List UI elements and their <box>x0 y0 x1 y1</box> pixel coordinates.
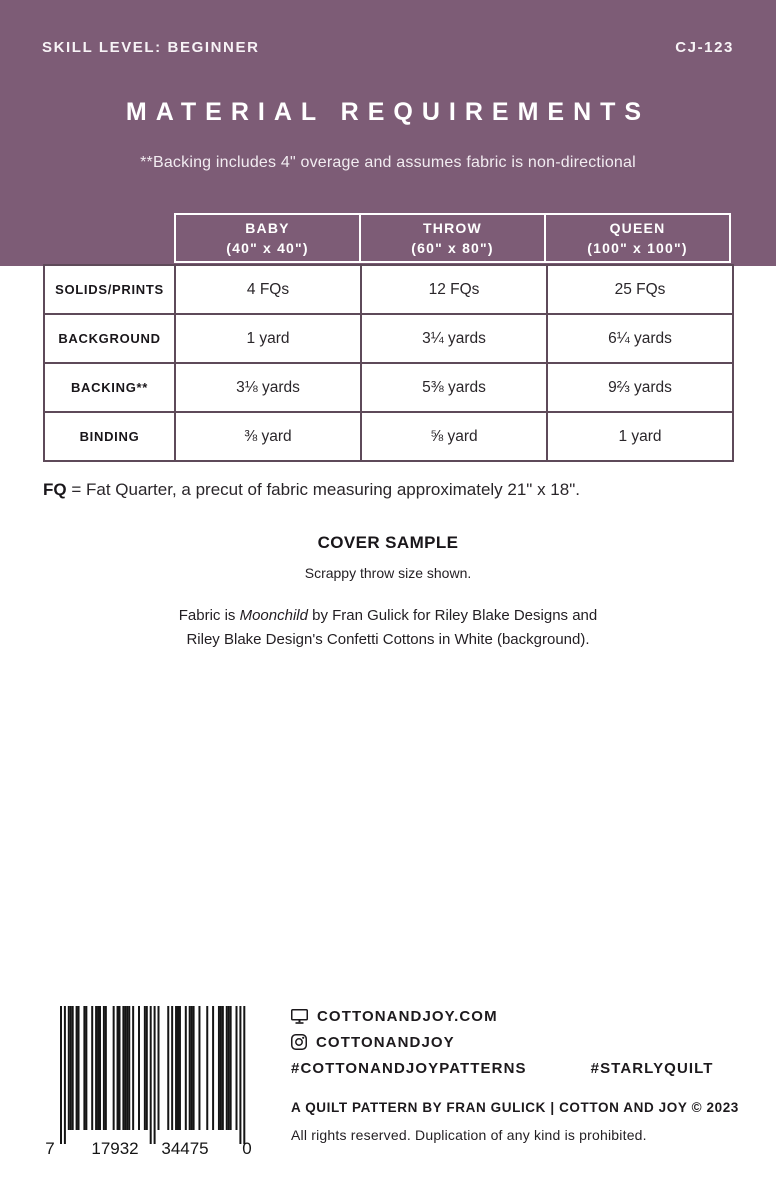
fabric-name: Moonchild <box>239 607 308 624</box>
column-name: QUEEN <box>609 219 666 236</box>
table-cell: ⅝ yard <box>361 412 547 461</box>
materials-table <box>43 264 734 462</box>
fabric-text-line2: Riley Blake Design's Confetti Cottons in White (background). <box>186 631 590 648</box>
barcode-digit-left: 7 <box>45 1139 55 1158</box>
table-cell: 5⅜ yards <box>361 363 547 412</box>
instagram-icon <box>291 1034 307 1050</box>
row-label: SOLIDS/PRINTS <box>44 265 175 314</box>
instagram-handle: COTTONANDJOY <box>316 1033 455 1051</box>
barcode-digits-group1: 17932 <box>91 1139 139 1158</box>
row-label: BINDING <box>44 412 175 461</box>
page-title: MATERIAL REQUIREMENTS <box>125 98 651 126</box>
website-line <box>291 1004 714 1028</box>
pattern-code: CJ-123 <box>675 39 734 56</box>
column-size: (40" x 40") <box>226 240 309 256</box>
contact-block <box>291 1004 714 1080</box>
instagram-line <box>291 1030 714 1054</box>
fq-text: = Fat Quarter, a precut of fabric measuring approximately 21" x 18". <box>66 480 580 499</box>
row-label: BACKGROUND <box>44 314 175 363</box>
table-cell: 25 FQs <box>547 265 733 314</box>
upc-barcode <box>42 1006 254 1158</box>
table-header-throw <box>359 213 546 263</box>
row-label: BACKING** <box>44 363 175 412</box>
column-size: (60" x 80") <box>411 240 494 256</box>
table-cell: 4 FQs <box>175 265 361 314</box>
monitor-icon <box>291 1009 308 1024</box>
skill-level-label: SKILL LEVEL: BEGINNER <box>42 39 260 56</box>
table-header-row <box>174 213 731 263</box>
hashtag-patterns: #COTTONANDJOYPATTERNS <box>291 1059 527 1077</box>
cover-sample-subheading: Scrappy throw size shown. <box>304 565 472 581</box>
rights-notice: All rights reserved. Duplication of any kind is prohibited. <box>291 1127 647 1143</box>
table-cell: 12 FQs <box>361 265 547 314</box>
barcode-bars <box>60 1006 245 1144</box>
pattern-credit: A QUILT PATTERN BY FRAN GULICK | COTTON AND JOY © 2023 <box>291 1100 739 1115</box>
column-name: BABY <box>245 219 290 236</box>
barcode-digits-group2: 34475 <box>161 1139 209 1158</box>
fq-abbr: FQ <box>43 480 67 499</box>
table-cell: 6¼ yards <box>547 314 733 363</box>
fabric-text: Fabric is <box>178 607 240 624</box>
table-cell: 3¼ yards <box>361 314 547 363</box>
fabric-credit <box>0 604 776 652</box>
fabric-text: by Fran Gulick for Riley Blake Designs and <box>307 607 598 624</box>
table-cell: ⅜ yard <box>175 412 361 461</box>
table-cell: 1 yard <box>175 314 361 363</box>
table-header-queen <box>544 213 731 263</box>
barcode-digit-right: 0 <box>242 1139 252 1158</box>
cover-sample-heading: COVER SAMPLE <box>317 533 459 552</box>
table-header-baby <box>174 213 361 263</box>
fq-definition <box>43 480 580 500</box>
column-name: THROW <box>423 219 482 236</box>
table-cell: 9⅔ yards <box>547 363 733 412</box>
backing-note: **Backing includes 4" overage and assumes fabric is non-directional <box>140 154 636 171</box>
hashtags-line <box>291 1056 714 1080</box>
table-cell: 3⅛ yards <box>175 363 361 412</box>
header-topline <box>42 39 734 56</box>
table-cell: 1 yard <box>547 412 733 461</box>
hashtag-starlyquilt: #STARLYQUILT <box>590 1059 714 1077</box>
column-size: (100" x 100") <box>587 240 688 256</box>
website-url: COTTONANDJOY.COM <box>317 1007 498 1025</box>
